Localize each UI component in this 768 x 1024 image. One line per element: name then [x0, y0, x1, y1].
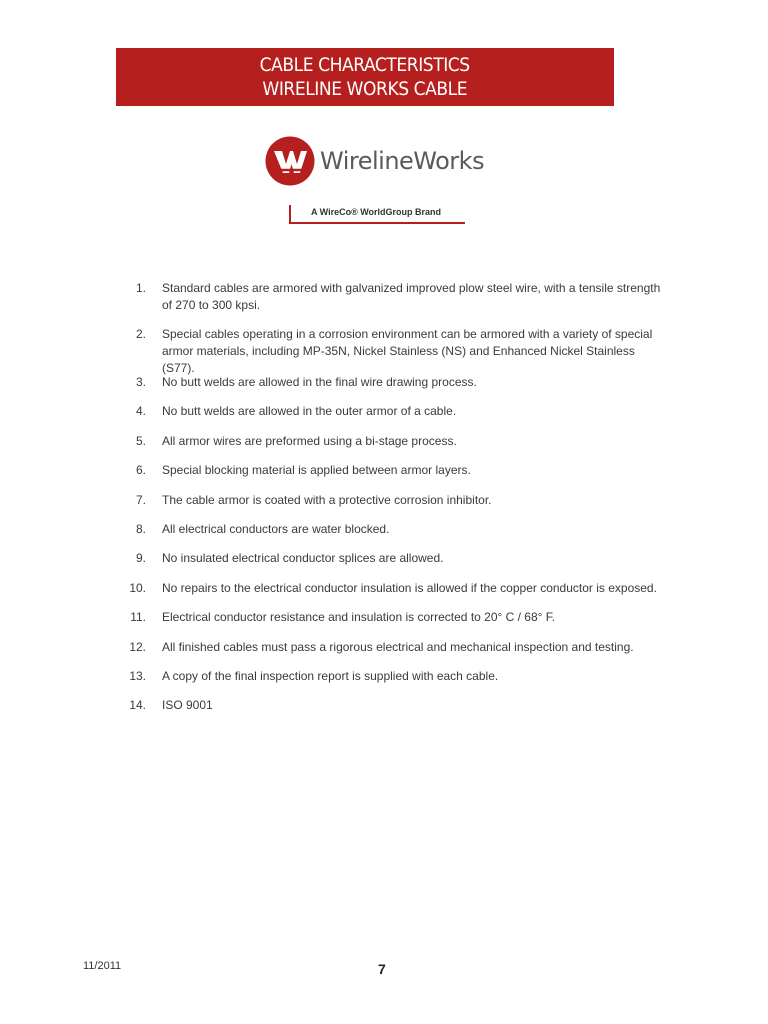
list-item: [120, 433, 680, 462]
item-text: Special cables operating in a corrosion environment can be armored with a variety of special armor materials, including MP-35N, Nickel Stainless (NS) and Enhanced Nickel Stainless (S77).: [162, 327, 653, 375]
item-number: 12.: [129, 639, 146, 654]
title-line-1: CABLE CHARACTERISTICS: [259, 54, 471, 76]
list-item: [120, 668, 680, 697]
brand-tagline: [289, 205, 465, 224]
item-number: 8.: [135, 521, 146, 536]
item-text: No repairs to the electrical conductor insulation is allowed if the copper conductor is exposed.: [162, 580, 657, 595]
item-number: 14.: [129, 698, 146, 713]
wireline-w-logo-icon: [265, 136, 315, 186]
item-number: 2.: [135, 327, 146, 341]
list-item: [120, 280, 680, 326]
item-text: All electrical conductors are water blocked.: [162, 521, 390, 536]
item-text: No butt welds are allowed in the final wire drawing process.: [162, 375, 477, 389]
list-item: [120, 550, 680, 579]
item-number: 7.: [135, 492, 146, 507]
item-text: All finished cables must pass a rigorous electrical and mechanical inspection and testing.: [162, 639, 634, 654]
list-item: [120, 639, 680, 668]
title-line-2: WIRELINE WORKS CABLE: [262, 78, 468, 100]
item-number: 10.: [129, 580, 146, 595]
list-item: [120, 697, 680, 714]
item-text: Standard cables are armored with galvanized improved plow steel wire, with a tensile strength of 270 to 300 kpsi.: [162, 281, 661, 312]
list-item: [120, 492, 680, 521]
list-item: [120, 462, 680, 491]
list-item: [120, 374, 680, 403]
characteristics-list: [120, 280, 680, 714]
list-item: [120, 521, 680, 550]
list-item: [120, 609, 680, 638]
item-number: 13.: [129, 668, 146, 683]
logo-wordmark: WirelineWorks: [320, 147, 485, 175]
item-text: All armor wires are preformed using a bi-stage process.: [162, 433, 457, 448]
page-number: 7: [378, 961, 386, 977]
list-item: [120, 326, 680, 374]
item-text: The cable armor is coated with a protective corrosion inhibitor.: [162, 492, 492, 507]
list-item: [120, 580, 680, 609]
item-text: ISO 9001: [162, 698, 213, 713]
list-item: [120, 403, 680, 432]
item-number: 9.: [135, 551, 146, 566]
item-text: No insulated electrical conductor splices are allowed.: [162, 551, 444, 566]
title-banner: [116, 48, 614, 106]
tagline-text: A WireCo® WorldGroup Brand: [311, 207, 442, 217]
wirelineworks-logo: [265, 135, 484, 187]
item-number: 3.: [135, 375, 146, 389]
item-text: Electrical conductor resistance and insulation is corrected to 20° C / 68° F.: [162, 610, 556, 625]
item-text: No butt welds are allowed in the outer armor of a cable.: [162, 404, 457, 419]
item-number: 6.: [135, 463, 146, 478]
item-number: 4.: [135, 404, 146, 419]
item-number: 11.: [130, 610, 146, 625]
item-text: A copy of the final inspection report is supplied with each cable.: [162, 668, 499, 683]
item-number: 5.: [135, 433, 146, 448]
item-text: Special blocking material is applied between armor layers.: [162, 463, 471, 478]
item-number: 1.: [135, 281, 146, 295]
footer-date: 11/2011: [83, 960, 122, 972]
